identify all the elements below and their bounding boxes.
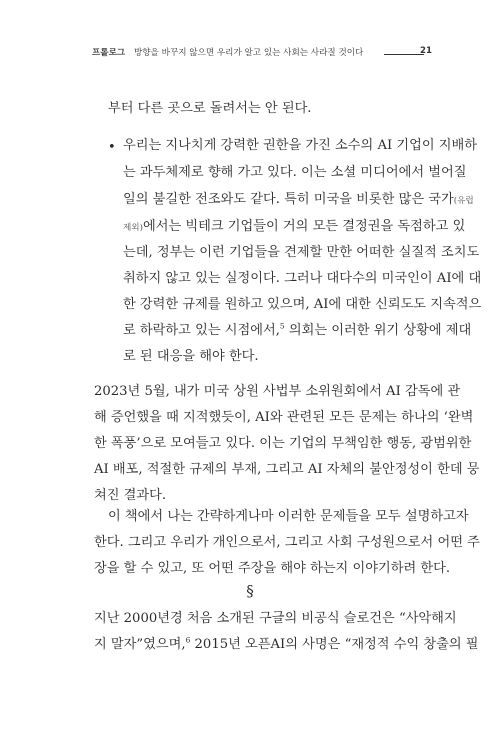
bullet-line: 한 강력한 규제를 원하고 있으며, AI에 대한 신뢰도도 지속적으 — [123, 297, 482, 312]
intro-line: 부터 다른 곳으로 돌려서는 안 된다. — [108, 101, 312, 116]
header-rule — [384, 54, 424, 55]
inline-note: (유럽 — [453, 196, 474, 206]
bullet-line: 는 과두체제로 향해 가고 있다. 이는 소셜 미디어에서 벌어질 — [123, 165, 467, 180]
paragraph-line: 2023년 5월, 내가 미국 상원 사법부 소위원회에서 AI 감독에 관 — [94, 384, 461, 399]
paragraph-line: 해 증언했을 때 지적했듯이, AI와 관련된 모든 문제는 하나의 ‘완벽 — [94, 410, 474, 425]
bullet-marker: • — [108, 140, 116, 155]
bullet-line: 제외)에서는 빅테크 기업들이 거의 모든 결정권을 독점하고 있 — [123, 219, 466, 234]
section-break-mark: § — [246, 582, 254, 600]
bullet-line: 우리는 지나치게 강력한 권한을 가진 소수의 AI 기업이 지배하 — [123, 138, 478, 153]
footnote-ref: 6 — [185, 635, 191, 645]
bullet-line: 로 하락하고 있는 시점에서,$^5$ 의회는 이러한 위기 상황에 제대 — [123, 321, 472, 338]
footnote-ref: 5 — [279, 321, 285, 331]
bullet-line: 로 된 대응을 해야 한다. — [123, 349, 259, 364]
inline-note: 제외) — [123, 223, 143, 233]
chapter-label: 프롤로그 — [92, 48, 126, 58]
bullet-line: 는데, 정부는 이런 기업들을 견제할 만한 어떠한 실질적 조치도 — [123, 245, 480, 260]
paragraph-line: 장을 할 수 있고, 또 어떤 주장을 해야 하는지 이야기하려 한다. — [94, 561, 451, 576]
paragraph-line: 지 말자”였으며,$^6$ 2015년 오픈AI의 사명은 “재정적 수익 창출의 필 — [94, 635, 479, 652]
paragraph-line: 한 폭풍’으로 모여들고 있다. 이는 기업의 무책임한 행동, 광범위한 — [94, 436, 472, 451]
paragraph-line: 지난 2000년경 처음 소개된 구글의 비공식 슬로건은 “사악해지 — [94, 611, 457, 626]
bullet-line: 일의 불길한 전조와도 같다. 특히 미국을 비롯한 많은 국가(유럽 — [123, 192, 474, 207]
paragraph-line: AI 배포, 적절한 규제의 부재, 그리고 AI 자체의 불안정성이 한데 뭉 — [94, 462, 480, 477]
running-title: 방향을 바꾸지 않으면 우리가 알고 있는 사회는 사라질 것이다 — [133, 48, 364, 58]
page-number: 21 — [420, 46, 432, 56]
paragraph-line: 이 책에서 나는 간략하게나마 이러한 문제들을 모두 설명하고자 — [108, 509, 469, 524]
bullet-line: 취하지 않고 있는 실정이다. 그러나 대다수의 미국인이 AI에 대 — [123, 271, 482, 286]
paragraph-line: 한다. 그리고 우리가 개인으로서, 그리고 사회 구성원으로서 어떤 주 — [94, 535, 480, 550]
running-header — [92, 46, 430, 60]
paragraph-line: 쳐진 결과다. — [94, 488, 167, 503]
